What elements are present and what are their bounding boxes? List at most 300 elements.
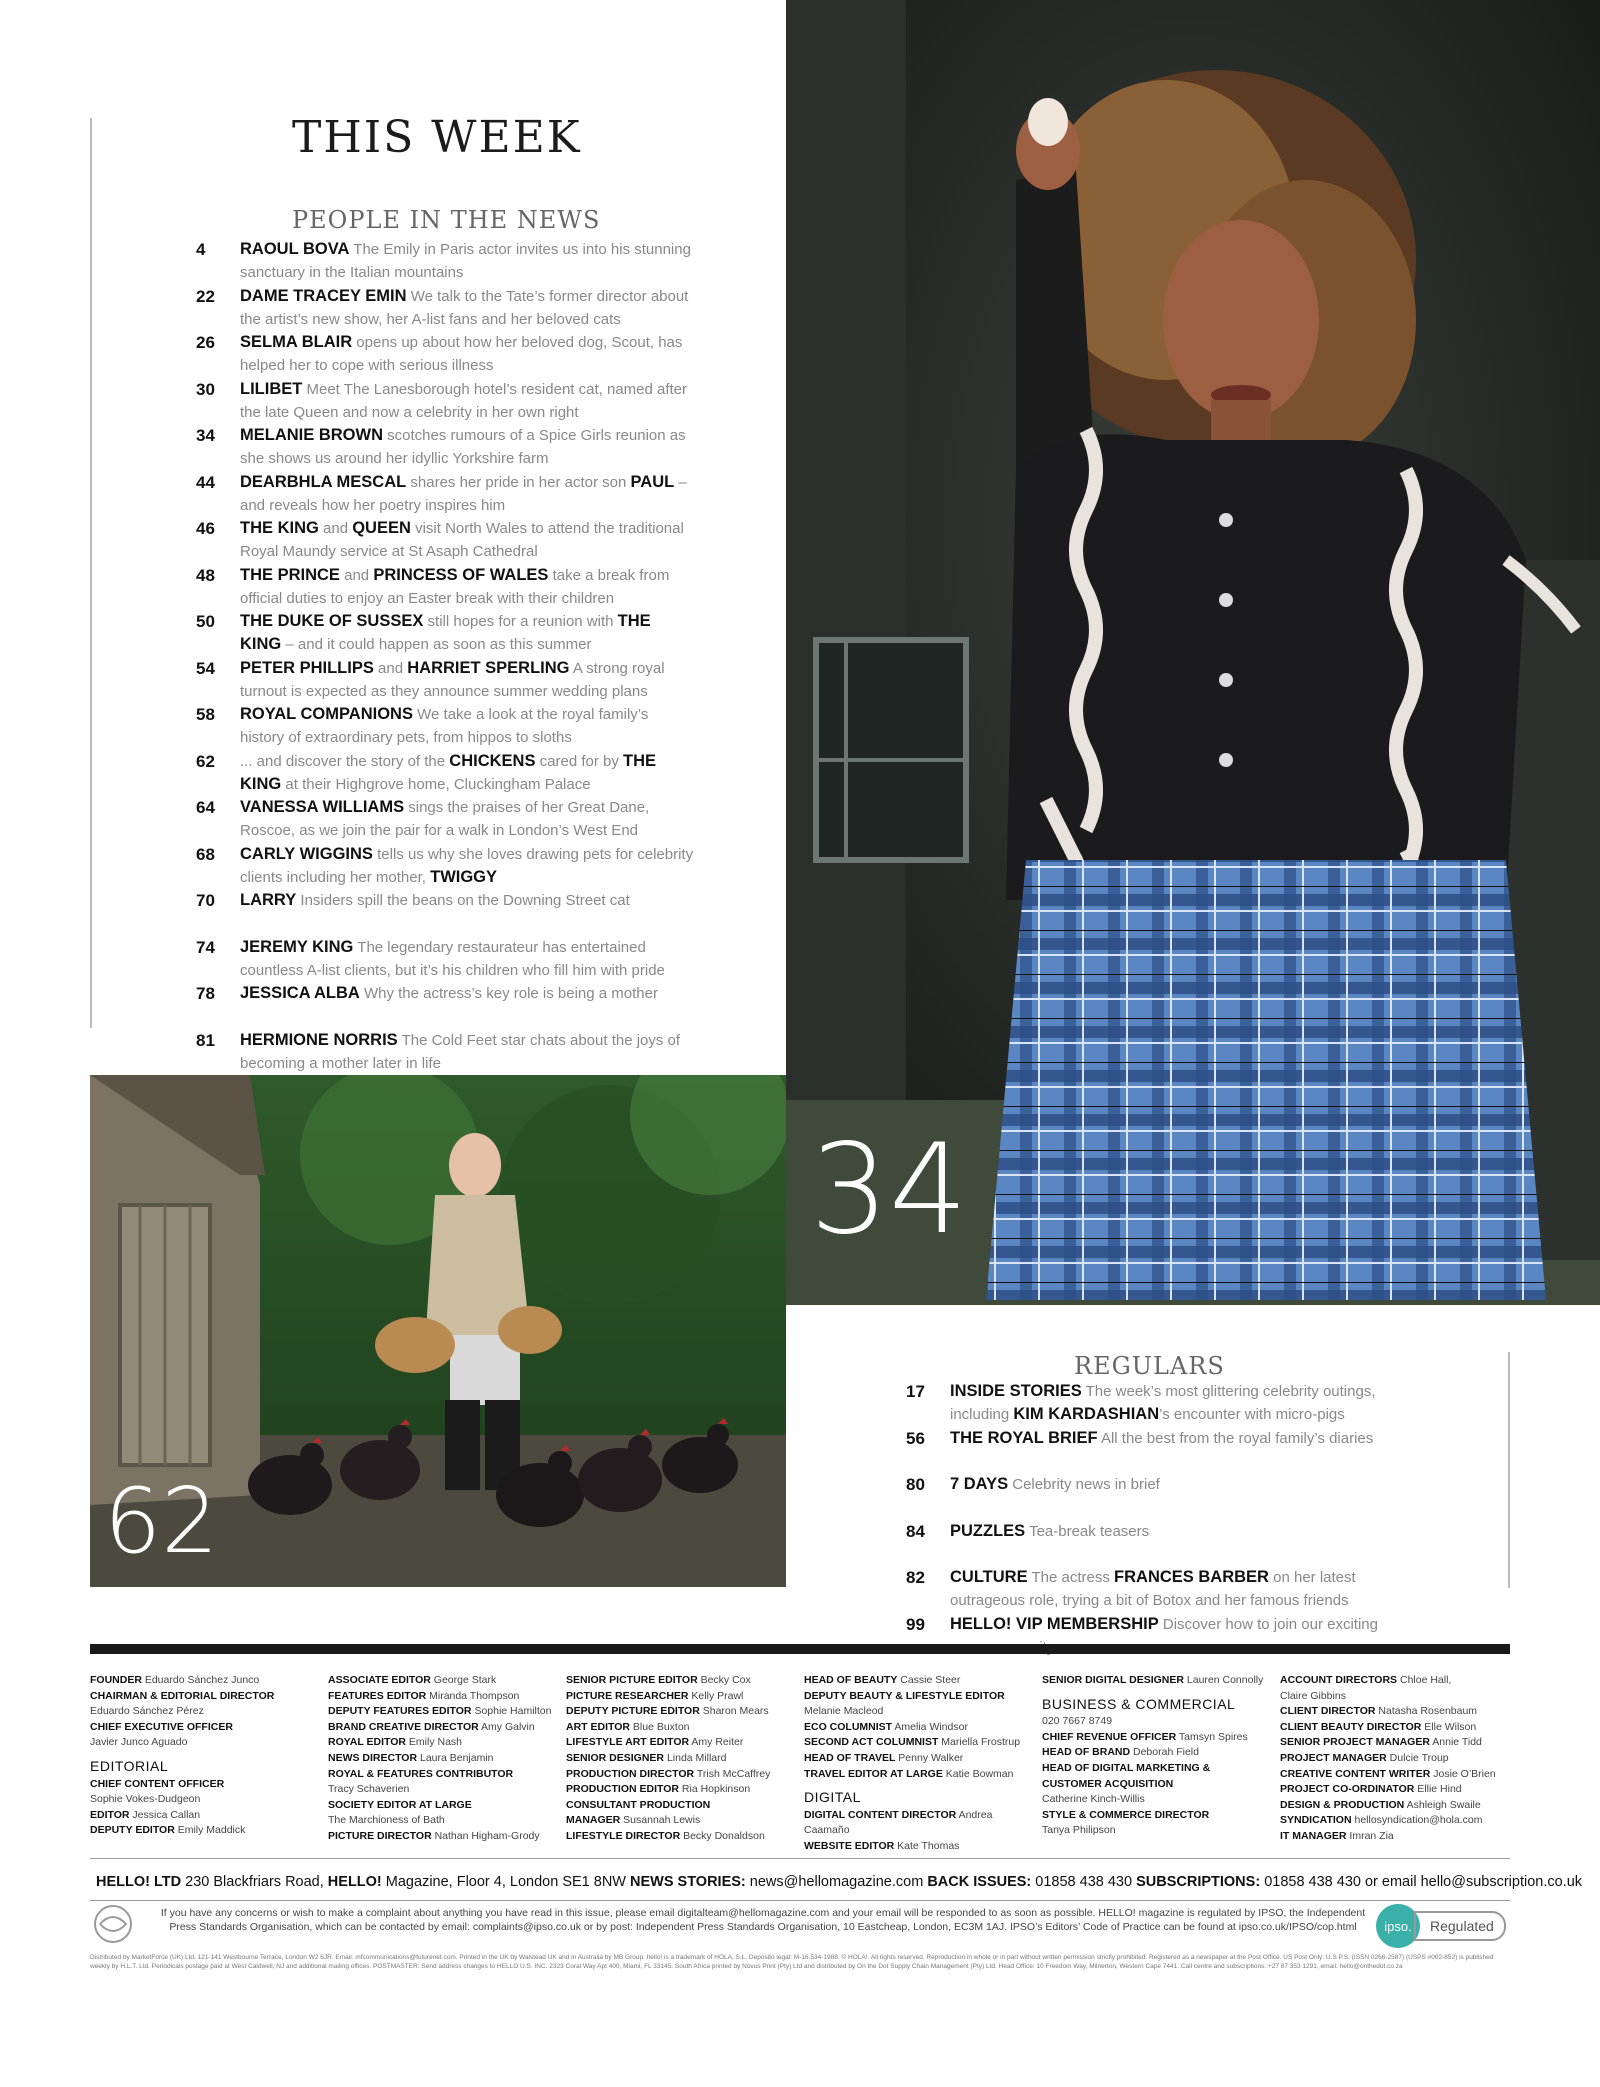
staff-credit: [90, 1720, 320, 1736]
staff-role: CLIENT DIRECTOR: [1280, 1705, 1376, 1718]
fine-print: Distributed by MarketForce (UK) Ltd, 121-141 Westbourne Terrace, London W2 6JR. Email: mfcommunications@futurenet.com. Printed in the UK by Walstead UK and in Australia by MB Group. hello! is a trademark of HOLA, S.L. Deposito legal: M-16.534-1988. © HOLA!. All rights reserved. Reproduction in whole or in part without written permission strictly prohibited. Registered as a newspaper at the Post Office. US Post Only: U.S.P.S. (ISSN 0266-2587) (USPS #002-852) is published weekly by H.L.T. Ltd. Periodicals postage paid at West Caldwell, NJ and additional mailing offices. POSTMASTER: Send address changes to HELLO U.S. INC. 2323 Coral Way Apt 400, Miami, FL 33145. South Africa printed by Novus Print (Pty) Ltd and distributed by On the Dot Supply Chain Management (Pty) Ltd. Head Office: 10 Freedom Way, Milnerton, Western Cape 7441. Call centre and subscriptions: +27 87 353 1291, email: hello@onthedot.co.za: [90, 1954, 1494, 1970]
staff-role: SYNDICATION: [1280, 1814, 1352, 1827]
staff-role: PRODUCTION DIRECTOR: [566, 1767, 695, 1780]
page-number: 50: [196, 612, 215, 631]
staff-name: Kelly Prawl: [688, 1689, 744, 1702]
footer-divider-bar: [90, 1644, 1510, 1654]
staff-name: Ashleigh Swaile: [1404, 1798, 1481, 1811]
staff-name: Mariella Frostrup: [938, 1736, 1021, 1749]
staff-credit: [1042, 1823, 1272, 1839]
page-number: 46: [196, 519, 215, 538]
entry-name: LILIBET: [240, 379, 303, 398]
staff-credit: [1042, 1792, 1272, 1808]
staff-name: Penny Walker: [895, 1751, 964, 1764]
staff-credit: [1280, 1798, 1510, 1814]
staff-role: PRODUCTION EDITOR: [566, 1783, 679, 1796]
contents-entry[interactable]: [196, 796, 696, 843]
entry-name: QUEEN: [352, 519, 411, 537]
staff-name: Becky Cox: [697, 1674, 751, 1686]
page-number: 82: [906, 1568, 925, 1587]
entry-name: THE KING: [240, 612, 651, 653]
entry-name: THE ROYAL BRIEF: [950, 1428, 1098, 1447]
publisher-address-line: [96, 1874, 1582, 1890]
contents-entry[interactable]: [196, 843, 696, 890]
staff-credit: [804, 1839, 1034, 1855]
page-number: 58: [196, 705, 215, 724]
staff-role: MANAGER: [566, 1814, 621, 1827]
staff-name: Melanie Macleod: [804, 1705, 884, 1718]
staff-credit: [1280, 1689, 1510, 1705]
entry-name: KIM KARDASHIAN: [1013, 1405, 1160, 1423]
entry-text: news@hellomagazine.com: [745, 1874, 928, 1890]
entry-name: HELLO! LTD: [96, 1874, 182, 1890]
staff-credit: [1280, 1813, 1510, 1829]
contents-entry[interactable]: [196, 424, 696, 471]
staff-role: EDITOR: [90, 1808, 130, 1821]
staff-name: Tamsyn Spires: [1176, 1730, 1248, 1743]
staff-role: WEBSITE EDITOR: [804, 1839, 895, 1852]
staff-column: [1280, 1673, 1510, 1845]
contents-entry[interactable]: [906, 1473, 1386, 1520]
contents-entry[interactable]: [196, 750, 696, 797]
staff-credit: [90, 1792, 320, 1808]
staff-credit: [328, 1767, 558, 1783]
staff-credit: [1280, 1735, 1510, 1751]
staff-section-heading: EDITORIAL: [90, 1757, 169, 1774]
staff-name: Sophie Hamilton: [471, 1705, 552, 1718]
page-number: 84: [906, 1521, 925, 1541]
staff-credit: [328, 1735, 558, 1751]
staff-credit: [566, 1798, 796, 1814]
entry-name: DAME TRACEY EMIN: [240, 286, 407, 305]
contents-entry[interactable]: [906, 1520, 1386, 1567]
footer-rule-top: [90, 1858, 1510, 1859]
entry-name: SELMA BLAIR: [240, 333, 353, 351]
entry-text: and: [339, 566, 374, 584]
entry-name: CARLY WIGGINS: [240, 844, 373, 863]
staff-name: Deborah Field: [1130, 1746, 1199, 1759]
staff-credit: [1280, 1673, 1510, 1689]
staff-role: IT MANAGER: [1280, 1829, 1347, 1842]
staff-credit: [1042, 1673, 1272, 1689]
entry-text: The Emily in Paris actor invites us into his stunning sanctuary in the Italian mountains: [240, 241, 691, 281]
entry-description: [240, 703, 696, 750]
entry-name: DEARBHLA MESCAL: [240, 472, 407, 491]
staff-credit: [566, 1813, 796, 1829]
staff-credit: [90, 1777, 320, 1793]
entry-text: opens up about how her beloved dog, Scout, has helped her to cope with serious illness: [240, 334, 683, 374]
page-number: 4: [196, 240, 206, 259]
entry-text: cared for by: [535, 752, 624, 770]
staff-credit: [328, 1704, 558, 1720]
entry-name: NEWS STORIES:: [630, 1874, 746, 1890]
regulars-entry-list: [906, 1380, 1386, 1659]
entry-name: VANESSA WILLIAMS: [240, 798, 405, 816]
staff-role: CHIEF CONTENT OFFICER: [90, 1777, 225, 1790]
staff-name: Tracy Schaverien: [328, 1783, 410, 1796]
staff-name: Chloe Hall,: [1397, 1674, 1452, 1686]
entry-description: [240, 843, 696, 890]
entry-text: Celebrity news in brief: [1008, 1476, 1160, 1493]
entry-text: A strong royal turnout is expected as they announce summer wedding plans: [240, 659, 665, 700]
staff-credit: [566, 1735, 796, 1751]
staff-column: [566, 1673, 796, 1845]
entry-text: and: [373, 659, 408, 677]
staff-credit: [1042, 1730, 1272, 1746]
entry-name: SUBSCRIPTIONS:: [1136, 1874, 1261, 1890]
page-title: THIS WEEK: [292, 112, 582, 163]
staff-credit: [1042, 1777, 1272, 1793]
entry-name: THE DUKE OF SUSSEX: [240, 612, 424, 630]
staff-credit: [804, 1673, 1034, 1689]
staff-role: DEPUTY PICTURE EDITOR: [566, 1705, 700, 1718]
page-number: 44: [196, 472, 215, 492]
staff-role: ROYAL EDITOR: [328, 1736, 406, 1749]
staff-credit: [566, 1704, 796, 1720]
entry-text: The Cold Feet star chats about the joys of becoming a mother later in life: [240, 1031, 681, 1072]
page-number: 80: [906, 1475, 925, 1494]
staff-credit: [328, 1829, 558, 1845]
staff-credit: [90, 1704, 320, 1720]
staff-name: George Stark: [430, 1674, 497, 1686]
entry-name: BACK ISSUES:: [927, 1874, 1032, 1890]
entry-description: [950, 1566, 1386, 1613]
page-number: 54: [196, 658, 215, 678]
staff-name: Becky Donaldson: [680, 1829, 765, 1842]
staff-column: [328, 1673, 558, 1845]
staff-column: [90, 1673, 320, 1839]
entry-text: Why the actress’s key role is being a mother: [359, 985, 658, 1002]
staff-role: DIGITAL CONTENT DIRECTOR: [804, 1808, 957, 1821]
staff-name: Ria Hopkinson: [678, 1783, 751, 1796]
staff-role: ACCOUNT DIRECTORS: [1280, 1674, 1398, 1686]
staff-section-heading: DIGITAL: [804, 1789, 861, 1806]
entry-name: 7 DAYS: [950, 1475, 1009, 1493]
staff-name: Josie O’Brien: [1430, 1767, 1496, 1780]
staff-name: Linda Millard: [664, 1751, 727, 1764]
staff-name: Susannah Lewis: [620, 1814, 701, 1827]
staff-role: CHIEF EXECUTIVE OFFICER: [90, 1720, 233, 1733]
staff-name: Eduardo Sánchez Junco: [141, 1674, 260, 1686]
entry-name: HELLO! VIP MEMBERSHIP: [950, 1614, 1159, 1633]
entry-name: INSIDE STORIES: [950, 1382, 1082, 1400]
staff-credit: [804, 1704, 1034, 1720]
staff-role: CONSULTANT PRODUCTION: [566, 1798, 711, 1811]
staff-role: CREATIVE CONTENT WRITER: [1280, 1767, 1431, 1780]
staff-credit: [566, 1751, 796, 1767]
staff-credit: [804, 1808, 1034, 1839]
entry-description: [950, 1380, 1386, 1427]
contents-entry[interactable]: [906, 1566, 1386, 1613]
entry-description: [950, 1427, 1386, 1474]
staff-credit: [1042, 1808, 1272, 1824]
entry-name: HERMIONE NORRIS: [240, 1030, 398, 1049]
staff-role: ASSOCIATE EDITOR: [328, 1674, 431, 1686]
contents-entry[interactable]: [196, 564, 696, 611]
entry-text: 01858 438 430: [1031, 1874, 1137, 1890]
entry-text: We talk to the Tate’s former director about the artist’s new show, her A-list fans and her beloved cats: [240, 287, 689, 328]
entry-description: [240, 285, 696, 332]
chickens-photo: [90, 1075, 786, 1587]
contents-entry[interactable]: [196, 378, 696, 425]
entry-name: LARRY: [240, 891, 297, 909]
contents-entry[interactable]: [196, 285, 696, 332]
staff-name: 020 7667 8749: [1042, 1715, 1113, 1728]
entry-text: visit North Wales to attend the traditional Royal Maundy service at St Asaph Cathedral: [240, 520, 684, 560]
staff-name: Sophie Vokes-Dudgeon: [90, 1793, 201, 1806]
page-number: 62: [196, 751, 215, 771]
entry-name: HELLO!: [327, 1874, 382, 1890]
contents-entry[interactable]: [196, 238, 696, 285]
staff-role: SENIOR PICTURE EDITOR: [566, 1674, 698, 1686]
page-number: 30: [196, 379, 215, 399]
entry-text: The actress: [1027, 1569, 1115, 1586]
entry-name: PAUL: [630, 472, 675, 491]
staff-role: DEPUTY EDITOR: [90, 1824, 175, 1837]
staff-role: PROJECT MANAGER: [1280, 1751, 1387, 1764]
entry-text: take a break from official duties to enjoy an Easter break with their children: [240, 566, 670, 607]
page-number: 74: [196, 937, 215, 957]
staff-credit: [804, 1767, 1034, 1783]
contents-entry[interactable]: [906, 1380, 1386, 1427]
people-section-title: PEOPLE IN THE NEWS: [292, 206, 601, 234]
people-entry-list: [196, 238, 696, 1075]
main-photo: [786, 0, 1600, 1305]
staff-name: Andrea Caamaño: [804, 1808, 993, 1837]
entry-name: PRINCESS OF WALES: [373, 565, 549, 584]
staff-name: Catherine Kinch-Willis: [1042, 1793, 1145, 1806]
entry-description: [240, 378, 696, 425]
staff-name: Eduardo Sánchez Pérez: [90, 1705, 204, 1718]
staff-name: Annie Tidd: [1429, 1736, 1482, 1749]
complaints-notice: If you have any concerns or wish to make a complaint about anything you have read in this issue, please email digitalteam@hellomagazine.com and your email will be responded to as soon as possible. HELLO! magazine is regulated by IPSO, the Independent Press Standards Organisation, which can be contacted by email: complaints@ipso.co.uk or by post: Independent Press Standards Organisation, 10 Eastcheap, London, EC3M 1AJ. IPSO’s Editors’ Code of Practice can be found at ipso.co.uk/IPSO/cop.html: [160, 1907, 1366, 1933]
entry-description: [240, 1029, 696, 1076]
staff-role: CHIEF REVENUE OFFICER: [1042, 1730, 1177, 1743]
entry-text: Magazine, Floor 4, London SE1 8NW: [381, 1874, 631, 1890]
staff-credit: [90, 1735, 320, 1751]
entry-description: [240, 331, 696, 378]
entry-name: TWIGGY: [430, 867, 498, 886]
entry-text: All the best from the royal family’s diaries: [1097, 1429, 1374, 1447]
entry-text: Discover how to join our exciting: [1162, 1615, 1378, 1633]
staff-name: Nathan Higham-Grody: [431, 1829, 540, 1842]
entry-text: Meet The Lanesborough hotel’s resident cat, named after the late Queen and now a celebrity in her own right: [240, 380, 688, 421]
staff-name: Claire Gibbins: [1280, 1689, 1346, 1702]
page-number: 34: [196, 426, 215, 445]
page-number: 26: [196, 333, 215, 352]
staff-name: Lauren Connolly: [1183, 1674, 1264, 1686]
entry-description: [240, 238, 696, 285]
entry-name: MELANIE BROWN: [240, 426, 383, 444]
staff-role: BRAND CREATIVE DIRECTOR: [328, 1720, 479, 1733]
staff-credit: [1280, 1704, 1510, 1720]
staff-role: PICTURE RESEARCHER: [566, 1689, 689, 1702]
staff-credit: [328, 1751, 558, 1767]
contents-entry[interactable]: [196, 982, 696, 1029]
staff-name: Tanya Philipson: [1042, 1824, 1116, 1837]
entry-text: ... and discover the story of the: [240, 752, 450, 770]
staff-role: CHAIRMAN & EDITORIAL DIRECTOR: [90, 1689, 275, 1702]
entry-description: [950, 1473, 1386, 1520]
left-margin-rule: [90, 118, 92, 1028]
staff-role: CLIENT BEAUTY DIRECTOR: [1280, 1720, 1422, 1733]
staff-role: SOCIETY EDITOR AT LARGE: [328, 1798, 472, 1811]
staff-credit: [566, 1673, 796, 1689]
entry-name: PETER PHILLIPS: [240, 658, 374, 677]
entry-text: sings the praises of her Great Dane, Roscoe, as we join the pair for a walk in London’s West End: [240, 799, 650, 839]
contents-entry[interactable]: [196, 936, 696, 983]
staff-credit: [804, 1689, 1034, 1705]
staff-name: Elle Wilson: [1421, 1720, 1477, 1733]
contents-entry[interactable]: [196, 1029, 696, 1076]
staff-role: HEAD OF DIGITAL MARKETING &: [1042, 1761, 1211, 1774]
staff-role: DEPUTY FEATURES EDITOR: [328, 1705, 472, 1718]
staff-credit: [90, 1823, 320, 1839]
staff-role: PICTURE DIRECTOR: [328, 1829, 432, 1842]
contents-entry[interactable]: [196, 657, 696, 704]
entry-description: [240, 889, 696, 936]
staff-credit: [328, 1782, 558, 1798]
page-number: 22: [196, 286, 215, 306]
entry-name: THE KING: [240, 751, 657, 793]
entry-description: [950, 1520, 1386, 1567]
entry-description: [240, 424, 696, 471]
contents-entry[interactable]: [196, 471, 696, 518]
staff-credit: [90, 1689, 320, 1705]
staff-credit: [328, 1720, 558, 1736]
staff-role: DEPUTY BEAUTY & LIFESTYLE EDITOR: [804, 1689, 1005, 1702]
staff-name: Emily Maddick: [174, 1824, 246, 1837]
staff-role: DESIGN & PRODUCTION: [1280, 1798, 1405, 1811]
staff-column: [804, 1673, 1034, 1855]
staff-name: Katie Bowman: [942, 1767, 1014, 1780]
staff-role: FEATURES EDITOR: [328, 1689, 427, 1702]
contents-entry[interactable]: [906, 1427, 1386, 1474]
staff-name: Imran Zia: [1346, 1829, 1394, 1842]
entry-name: JESSICA ALBA: [240, 984, 360, 1002]
regulars-right-rule: [1508, 1352, 1510, 1588]
staff-name: Emily Nash: [406, 1736, 463, 1749]
contents-entry[interactable]: [196, 517, 696, 564]
entry-text: – and reveals how her poetry inspires him: [240, 473, 687, 514]
staff-credit: [566, 1829, 796, 1845]
entry-name: CHICKENS: [449, 751, 536, 770]
entry-description: [240, 796, 696, 843]
entry-text: 01858 438 430 or email hello@subscription.co.uk: [1260, 1874, 1583, 1890]
ipso-logo-text: ipso.: [1384, 1918, 1412, 1934]
regulated-pill: [1414, 1911, 1506, 1941]
entry-text: shares her pride in her actor son: [406, 473, 631, 491]
staff-column: [1042, 1673, 1272, 1839]
staff-role: STYLE & COMMERCE DIRECTOR: [1042, 1808, 1210, 1821]
staff-role: HEAD OF BEAUTY: [804, 1674, 898, 1686]
staff-role: TRAVEL EDITOR AT LARGE: [804, 1767, 943, 1780]
page-number: 81: [196, 1030, 215, 1050]
small-photo-page-number: 62: [104, 1469, 219, 1574]
footer-rule-bottom: [90, 1900, 1510, 1901]
staff-credit: [566, 1767, 796, 1783]
staff-credit: [1280, 1720, 1510, 1736]
entry-name: JEREMY KING: [240, 937, 354, 956]
staff-role: ROYAL & FEATURES CONTRIBUTOR: [328, 1767, 514, 1780]
entry-text: Insiders spill the beans on the Downing Street cat: [296, 892, 630, 909]
staff-credit: [566, 1720, 796, 1736]
ipso-badge: [1376, 1904, 1506, 1948]
entry-name: ROYAL COMPANIONS: [240, 705, 413, 723]
staff-credit: [566, 1689, 796, 1705]
contents-entry[interactable]: [196, 331, 696, 378]
main-photo-page-number: 34: [810, 1118, 968, 1262]
staff-name: Kate Thomas: [894, 1839, 960, 1852]
staff-name: Laura Benjamin: [417, 1751, 494, 1764]
entry-name: HARRIET SPERLING: [407, 658, 570, 677]
staff-credit: [90, 1673, 320, 1689]
staff-credit: [1280, 1751, 1510, 1767]
entry-text: The week’s most glittering celebrity outings, including: [950, 1383, 1376, 1423]
staff-name: Amy Galvin: [478, 1720, 535, 1733]
staff-name: Jessica Callan: [129, 1808, 201, 1821]
staff-role: CUSTOMER ACQUISITION: [1042, 1777, 1174, 1790]
entry-text: Tea-break teasers: [1025, 1522, 1150, 1540]
contents-entry[interactable]: [196, 889, 696, 936]
staff-name: hellosyndication@hola.com: [1351, 1814, 1483, 1827]
staff-role: SECOND ACT COLUMNIST: [804, 1736, 939, 1749]
staff-name: Natasha Rosenbaum: [1375, 1705, 1478, 1718]
staff-name: Cassie Steer: [897, 1674, 961, 1686]
staff-name: Ellie Hind: [1414, 1783, 1462, 1796]
staff-credit: [804, 1735, 1034, 1751]
entry-description: [240, 564, 696, 611]
page-number: 56: [906, 1428, 925, 1448]
entry-text: tells us why she loves drawing pets for celebrity clients including her mother,: [240, 845, 694, 886]
staff-name: Dulcie Troup: [1386, 1751, 1449, 1764]
staff-role: SENIOR PROJECT MANAGER: [1280, 1736, 1430, 1749]
entry-text: 230 Blackfriars Road,: [181, 1874, 328, 1890]
staff-role: NEWS DIRECTOR: [328, 1751, 418, 1764]
staff-name: Miranda Thompson: [426, 1689, 520, 1702]
staff-role: FOUNDER: [90, 1674, 142, 1686]
contents-entry[interactable]: [196, 610, 696, 657]
staff-role: LIFESTYLE DIRECTOR: [566, 1829, 681, 1842]
entry-text: ’s encounter with micro-pigs: [1159, 1406, 1345, 1423]
entry-description: [240, 610, 696, 657]
entry-name: PUZZLES: [950, 1521, 1026, 1540]
contents-entry[interactable]: [196, 703, 696, 750]
staff-role: SENIOR DESIGNER: [566, 1751, 665, 1764]
entry-name: RAOUL BOVA: [240, 240, 350, 258]
regulars-section-title: REGULARS: [1074, 1352, 1225, 1380]
entry-name: FRANCES BARBER: [1114, 1568, 1269, 1586]
entry-description: [240, 471, 696, 518]
staff-role: HEAD OF TRAVEL: [804, 1751, 896, 1764]
entry-text: The legendary restaurateur has entertained countless A-list clients, but it’s his children who fill him with pride: [240, 938, 665, 979]
entry-description: [240, 982, 696, 1029]
staff-name: Trish McCaffrey: [694, 1767, 771, 1780]
entry-text: scotches rumours of a Spice Girls reunion as she shows us around her idyllic Yorkshire farm: [240, 427, 686, 467]
entry-description: [240, 936, 696, 983]
staff-role: PROJECT CO-ORDINATOR: [1280, 1783, 1415, 1796]
staff-credit: [566, 1782, 796, 1798]
main-photo-illustration: [786, 0, 1600, 1305]
staff-name: Amelia Windsor: [892, 1720, 968, 1733]
staff-section-heading: BUSINESS & COMMERCIAL: [1042, 1695, 1236, 1712]
entry-text: still hopes for a reunion with: [423, 613, 618, 630]
staff-credit: [1280, 1767, 1510, 1783]
staff-role: ECO COLUMNIST: [804, 1720, 893, 1733]
page-number: 17: [906, 1382, 925, 1401]
entry-description: [240, 657, 696, 704]
staff-credit: [804, 1751, 1034, 1767]
